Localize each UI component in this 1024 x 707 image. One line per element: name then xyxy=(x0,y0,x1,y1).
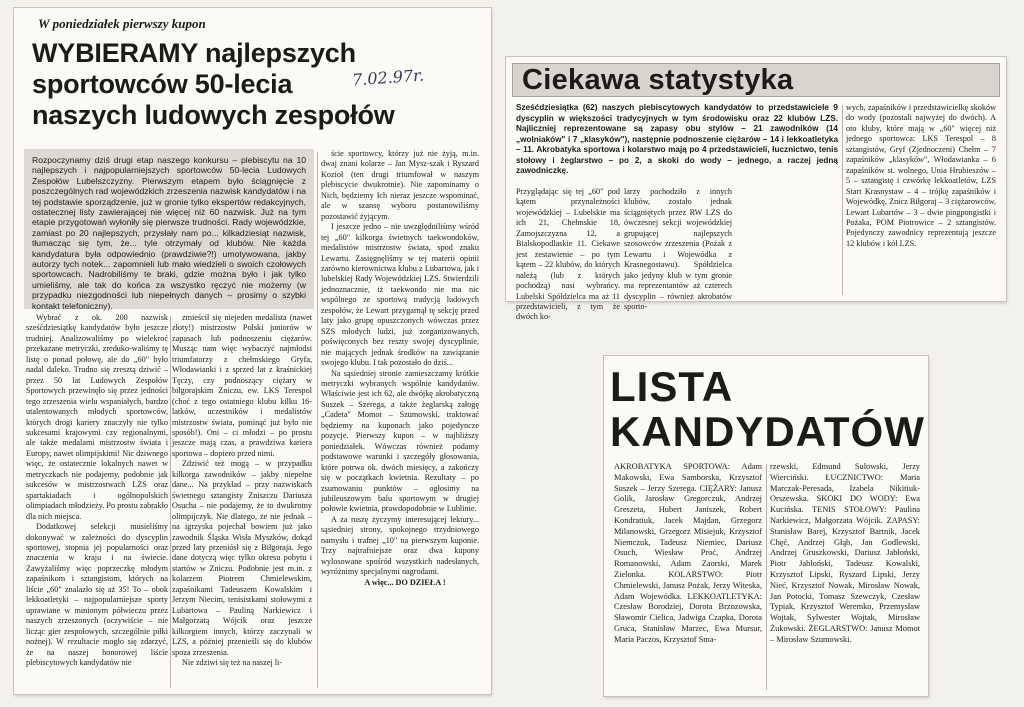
text-column xyxy=(172,313,312,689)
text-column xyxy=(26,313,168,689)
column-divider xyxy=(170,316,171,688)
list-title xyxy=(610,364,925,454)
paragraph: Na sąsiedniej stronie zamieszczamy krótkie metryczki wybranych wspólnie kandydatów. Właściwie jest ich 62, ale dwójkę akrobatyczną Suszek – Szerega, a także żeglarską załogę „Cadeta" Momot – Szumowski, traktować będziemy na kuponach jako pojedyncze pozycje. Pierwszy kupon – w najbliższy poniedziałek. Wówczas również podamy podstawowe warunki i szczegóły głosowania, które potrwa ok. dwóch miesięcy, a zakończy się w początkach kwietnia. Rezultaty – po zsumowaniu punktów – ogłosimy na jubileuszowym balu sportowym w drugiej połowie kwietnia, prawdopodobnie w Lublinie. xyxy=(321,368,479,514)
paragraph: Wybrać z ok. 200 nazwisk sześćdziesiątkę kandydatów było jeszcze trudniej. Analizowaliśmy po wielekroć przekazane metryczki, zreduko-waliśmy tę listę o ponad połowę, ale do „60" było nadal daleko. Trudno się zresztą dziwić – przez 50 lat Ludowych Zespołów Sportowych przewinęło się przez jedności tego zrzeszenia wielu wspaniałych, bardzo utalentowanych młodych sportowców, których drogi kariery znaczyły nie tylko sukcesami krajowymi czy regionalnymi, ale także medalami mistrzostw świata i Europy, nawet olimpijskimi! Nic dziwnego więc, że ostatecznie lokalnych nawet w metryczkach nie podajemy, podobnie jak sukcesów w mistrzostwach LZS oraz spartakiadach i ogólnopolskich olimpiadach młodzieży. Po prostu zabrakło dla nich miejsca. xyxy=(26,313,168,521)
article-clipping-candidates xyxy=(604,356,928,696)
column-divider xyxy=(766,464,767,690)
headline-line: naszych ludowych zespołów xyxy=(32,100,395,130)
paragraph: A więc... DO DZIEŁA ! xyxy=(364,577,446,587)
headline-line: WYBIERAMY najlepszych xyxy=(32,38,356,68)
title-line: KANDYDATÓW xyxy=(610,408,925,455)
candidate-column: AKROBATYKA SPORTOWA: Adam Makowski, Ewa Samborska, Krzysztof Suszek – Jerzy Szerega. CIĘŻARY: Janusz Golik, Jarosław Gregorczuk, Andrzej Greszeta, Hubert Janiszek, Robert Kondratiuk, Jacek Majdan, Grzegorz Milanowski, Grzegorz Misiejuk, Krzysztof Niemczuk, Tadeusz Niemiec, Dariusz Osuch, Wiesław Proć, Andrzej Romanowski, Adam Zaorski, Marek Zielonka. KOLARSTWO: Piotr Chmielewski, Janusz Pożak, Jerzy Witeska, Adam Wojewódka. LEKKOATLETYKA: Czesław Borodziej, Dorota Brzozowska, Sławomir Cielica, Jadwiga Czapka, Dorota Gruca, Stanisław Marzec, Ewa Mursur, Maria Paczos, Krzysztof Sma- xyxy=(614,462,762,644)
lead-paragraph: Sześćdziesiątka (62) naszych plebiscytowych kandydatów to przedstawiciele 9 dyscyplin w większości tradycyjnych w tym środowisku oraz 22 klubów LZS. Najliczniej reprezentowane są zapasy obu stylów – 21 zawodników (14 „wolniaków" i 7 „klasyków"), następnie podnoszenie ciężarów – 14 i lekkoatletyka – 11. Akrobatyka sportowa i kolarstwo mają po 4 przedstawicieli, łucznictwo, tenis stołowy i żeglarstwo – po 2, a skoki do wody – jednego, a raczej jedną zawodniczkę. xyxy=(516,103,838,175)
lead-paragraph: Rozpoczynamy dziś drugi etap naszego konkursu – plebiscytu na 10 najlepszych i najpopularniejszych sportowców 50-lecia Ludowych Zespołów Lubelszczyzny. Pierwszym etapem było ściągnięcie z poszczególnych rad wojewódzkich zrzeszenia nazwisk kandydatów i na tej podstawie sporządzenie, już w gronie tylko ekspertów redakcyjnych, ostatecznej listy zawierającej nie więcej niż 60 nazwisk. Już na tym etapie przygotowań wyłoniły się pierwsze trudności. Rady wojewódzkie, zamiast po 20 najlepszych, przysłały nam po... kilkadziesiąt nazwisk, tłumacząc się tym, że... tyle otrzymały od klubów. Nie każda kandydatura była odpowiednio (prawdziwie?!) umotywowana, jakby autorzy tych notek... zapomnieli lub mało wiedzieli o swoich czołowych sportowcach. Nadrobiliśmy te braki, gdzie można było i jak tylko umieliśmy, ale tak do końca za wszystko ręczyć nie możemy (w przypadku niezgodności lub niepełnych danych – prosimy o szybki kontakt telefoniczny). xyxy=(24,149,314,309)
headline-line: sportowców 50-lecia xyxy=(32,69,293,99)
handwritten-date: 7.02.97r. xyxy=(351,65,425,90)
paragraph: Zdziwić też mogą – w przypadku kilkorga zawodników – jakby niepełne dane... Na przykład – przy nazwiskach świetnego sztangisty Zniszczu Dariusza Osucha – nie podajemy, że to dwukrotny olimpijczyk. Nie dlatego, że nie jednak – na igrzyska pojechał bowiem już jako zawodnik Śląska Wisła Myszków, dokąd przed laty przeniósł się z Biłgoraja. Jego dane dotyczą więc tylko okresu pobytu i startów w Zniczu. Podobnie jest m.in. z kolarzem Piotrem Chmielewskim, zapaśnikami Tadeuszem Kowalskim i Jerzym Niecim, tenisistkami stołowymi z Lubartowa – Pauliną Narkiewicz i Małgorzatą Wójcik oraz jeszcze kilkorgiem innych, którzy zaczynali w LZS, a później przenieśli się do klubów spoza zrzeszenia. xyxy=(172,459,312,657)
paragraph: Nie zdziwi się też na naszej li- xyxy=(182,657,283,667)
title-band xyxy=(512,63,1000,97)
text-column: larzy pochodziło z innych klubów, zostało jednak ściągniętych przez RW LZS do ówczesnej sekcji wojewódzkiej grupującej najlepszych szosowców zrzeszenia (Pożak z Lewartu i Wojewódka z Krasnegostawu). Spółdzielca jako jedyny klub w tym gronie ma reprezentantów aż czterech dyscyplin – również akrobatów sporto- xyxy=(624,187,732,311)
title-line: LISTA xyxy=(610,363,734,410)
paragraph: Dodatkowej selekcji musieliśmy dokonywać w zależności do dyscyplin sportowej, stopnia jej popularności oraz znaczenia w kraju i na świecie. Zawyżaliśmy więc poprzeczkę młodym zapaśnikom i sztangistom, których na liście „60" znalazło się aż 35! To – obok lekkoatletyki – najpopularniejsze sporty uprawiane w minionym półwieczu przez naszych zrzeszonych (oczywiście – nie licząc gier zespołowych, szczególnie piłki nożnej). W rezultacie mogło się zdarzyć, że na naszej honorowej liście plebiscytowych kandydatów nie xyxy=(26,522,168,667)
paragraph: ście sportowcy, którzy już nie żyją, m.in. dwaj znani kolarze – Jan Mysz-szak i Ryszard Kozioł (ten drugi triumfował w naszym plebiscycie dwukrotnie). Nie zapominamy o Nich, będziemy Ich nieraz jeszcze wspominać, ale w szansę wyboru postanowiliśmy pozostawić żyjącym. xyxy=(321,149,479,221)
article-clipping-main xyxy=(14,8,491,694)
candidate-column: rzewski, Edmund Sulowski, Jerzy Wierciński. ŁUCZNICTWO: Maria Marczak-Peresada, Izabela Nikitiuk-Orszewska. SKOKI DO WODY: Ewa Kucińska. TENIS STOŁOWY: Paulina Narkiewicz, Małgorzata Wójcik. ZAPASY: Stanisław Barej, Krzysztof Bartnik, Jacek Chęć, Andrzej Głąb, Jan Godlewski, Andrzej Gruszkowski, Dariusz Jabłoński, Piotr Jabłoński, Tadeusz Kowalski, Krzysztof Lipski, Ryszard Lipski, Jerzy Nieć, Krzysztof Nowak, Mirosław Nowak, Jan Potocki, Tomasz Szewczyk, Czesław Typiak, Krzysztof Weremko, Przemysław Wojtak, Sylwester Wojtak, Mirosław Żukowski. ŻEGLARSTWO: Janusz Momot – Mirosław Szumowski. xyxy=(770,462,920,644)
article-title: Ciekawa statystyka xyxy=(522,64,794,96)
paragraph: I jeszcze jedno – nie uwzględniliśmy wśród tej „60" kilkorga świetnych taekwondoków, medalistów mistrzostw świata, spod znaku Lewartu. Zasięgnęliśmy w tej materii opinii zarówno kierownictwa klubu z Lubartowa, jak i lubelskiej Rady Wojewódzkiej LZS. Stwierdzili jednoznacznie, iż taekwondo nie ma nic wspólnego ze sportową tradycją ludowych zespołów, że Lewart przygarnął tę sekcję przed laty jako grupę opuszczonych wówczas przez SZS młodych ludzi, już zorganizowanych, poświęconych bez reszty swojej dyscyplinie, nie mających jednak środków na zawiązanie swojego klubu. I tak pozostało do dziś... xyxy=(321,222,479,368)
kicker: W poniedziałek pierwszy kupon xyxy=(38,16,206,31)
article-clipping-statistics xyxy=(506,57,1006,322)
paragraph: A za ruszę życzymy interesującej lektury... sąsiedniej strony, spokojnego trzydniowego namysłu i trafnej „10" na pierwszym kuponie. Trzy najtrafniejsze oraz dwa kupony wylosowane spośród wszystkich nadesłanych, wyróżnimy specjalnymi nagrodami. xyxy=(321,514,479,577)
text-column: wych, zapaśników i przedstawicielkę skoków do wody (pozostali najwyżej do dwóch). A oto kluby, które mają w „60" więcej niż jednego sportowca: LKS Terespol – 8 sztangistów, Gryf (Zjednoczeni) Chełm – 7 zapaśników „klasyków", Włodawianka – 6 zapaśników st. wolnego, Unia Hrubieszów – 5 – sztangistę i czwórkę lekkoatletów, LZS Start Krasnystaw – 4 – trójkę zapaśników i Wojewódkę, Znicz Biłgoraj – 3 ciężarowców, Lewart Lubartów – 3 – dwie pingpongistki i Pożaka, POM Piotrowice – 2 sztangistów. Pojedynczy zawodnicy reprezentują jeszcze 12 klubów i kół LZS. xyxy=(846,103,996,248)
column-divider xyxy=(317,152,318,688)
text-column: Przyglądając się tej „60" pod kątem przynależności wojewódzkiej – Lubelskie ma ich 21, Chełmskie 18, Zamojszczyzna 12, a Bialskopodlaskie 11. Ciekawe jest zestawienie – po tym kątem – 22 klubów, do których należą (lub z których pochodzą) nasi wybrańcy. Lubelski Spółdzielca ma aż 11 przedstawicieli, z tym że dwóch ko- xyxy=(516,187,620,322)
paragraph: zmieścił się niejeden medalista (nawet złoty!) mistrzostw Polski juniorów w zapasach lub podnoszeniu ciężarów. Musząc nam więc wybaczyć najmłodsi triumfatorzy z chełmskiego Gryfa, Włodawianki i z sprzed lat z kraśnickiej Tęczy, czy podnoszący ciężary w biłgorajskim Zniczu, ew. LKS Terespol (choć z tego ostatniego klubu kilku 16-latków, uczestników i medalistów mistrzostw świata, pominąć już było nie sposób!). Oni – ci młodzi – po prostu jeszcze mają czas, a prawdziwa kariera sportowa – dopiero przed nimi. xyxy=(172,313,312,458)
column-divider xyxy=(842,105,843,295)
text-column xyxy=(321,149,479,689)
